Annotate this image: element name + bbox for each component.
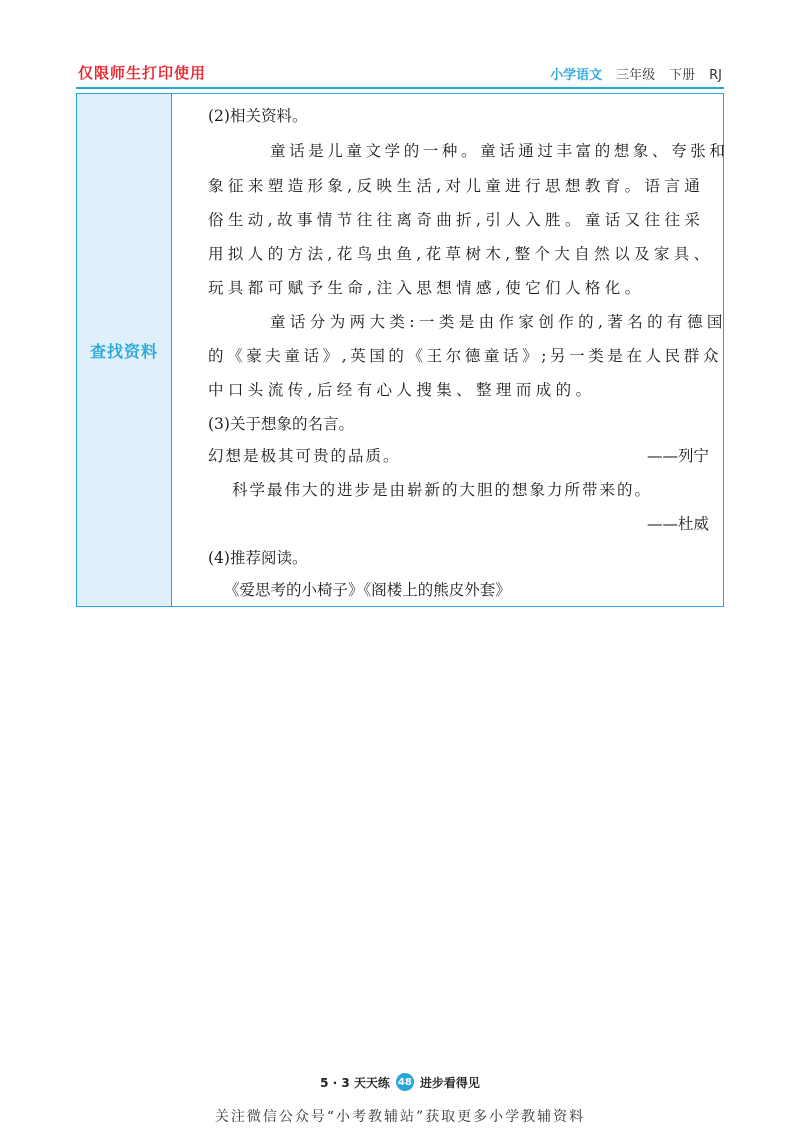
subject-label: 小学语文 [550,68,603,83]
bottom-note: 关注微信公众号“小考教辅站”获取更多小学教辅资料 [214,1109,586,1125]
quote-text: 幻想是极其可贵的品质。 [208,447,401,465]
quote-author: ——列宁 [646,447,709,465]
edition-label: RJ [709,68,722,83]
subheading-recommended-reading: (4)推荐阅读。 [208,549,308,567]
print-notice: 仅限师生打印使用 [78,64,207,82]
section-label-cell [77,94,172,606]
paragraph-line: 俗生动,故事情节往往离奇曲折,引人入胜。童话又往往采 [208,211,705,229]
resource-table [76,93,729,607]
paragraph-line: 玩具都可赋予生命,注入思想情感,使它们人格化。 [208,279,645,297]
paragraph-line: 童话分为两大类:一类是由作家创作的,著名的有德国 [270,313,727,331]
paragraph-line: 童话是儿童文学的一种。童话通过丰富的想象、夸张和 [270,142,729,160]
resource-content [172,94,729,606]
paragraph-line: 象征来塑造形象,反映生活,对儿童进行思想教育。语言通 [208,177,705,195]
quote-text: 科学最伟大的进步是由崭新的大胆的想象力所带来的。 [232,481,653,499]
book-info [550,64,722,83]
paragraph-line: 的《豪夫童话》,英国的《王尔德童话》;另一类是在人民群众 [208,347,722,365]
quote-author: ——杜威 [646,515,709,533]
volume-label: 下册 [669,68,696,83]
paragraph-line: 用拟人的方法,花鸟虫鱼,花草树木,整个大自然以及家具、 [208,245,714,263]
footer-slogan: 进步看得见 [419,1075,480,1090]
recommended-books: 《爱思考的小椅子》《阁楼上的熊皮外套》 [224,581,511,599]
page-number: 48 [396,1073,414,1091]
section-label: 查找资料 [89,341,158,361]
subheading-related-material: (2)相关资料。 [208,107,308,125]
grade-label: 三年级 [616,68,656,83]
page-footer [0,1073,800,1091]
footer-series: 5 · 3 天天练 [320,1075,390,1090]
header-divider [76,87,724,89]
subheading-quotes: (3)关于想象的名言。 [208,415,354,433]
paragraph-line: 中口头流传,后经有心人搜集、整理而成的。 [208,381,596,399]
